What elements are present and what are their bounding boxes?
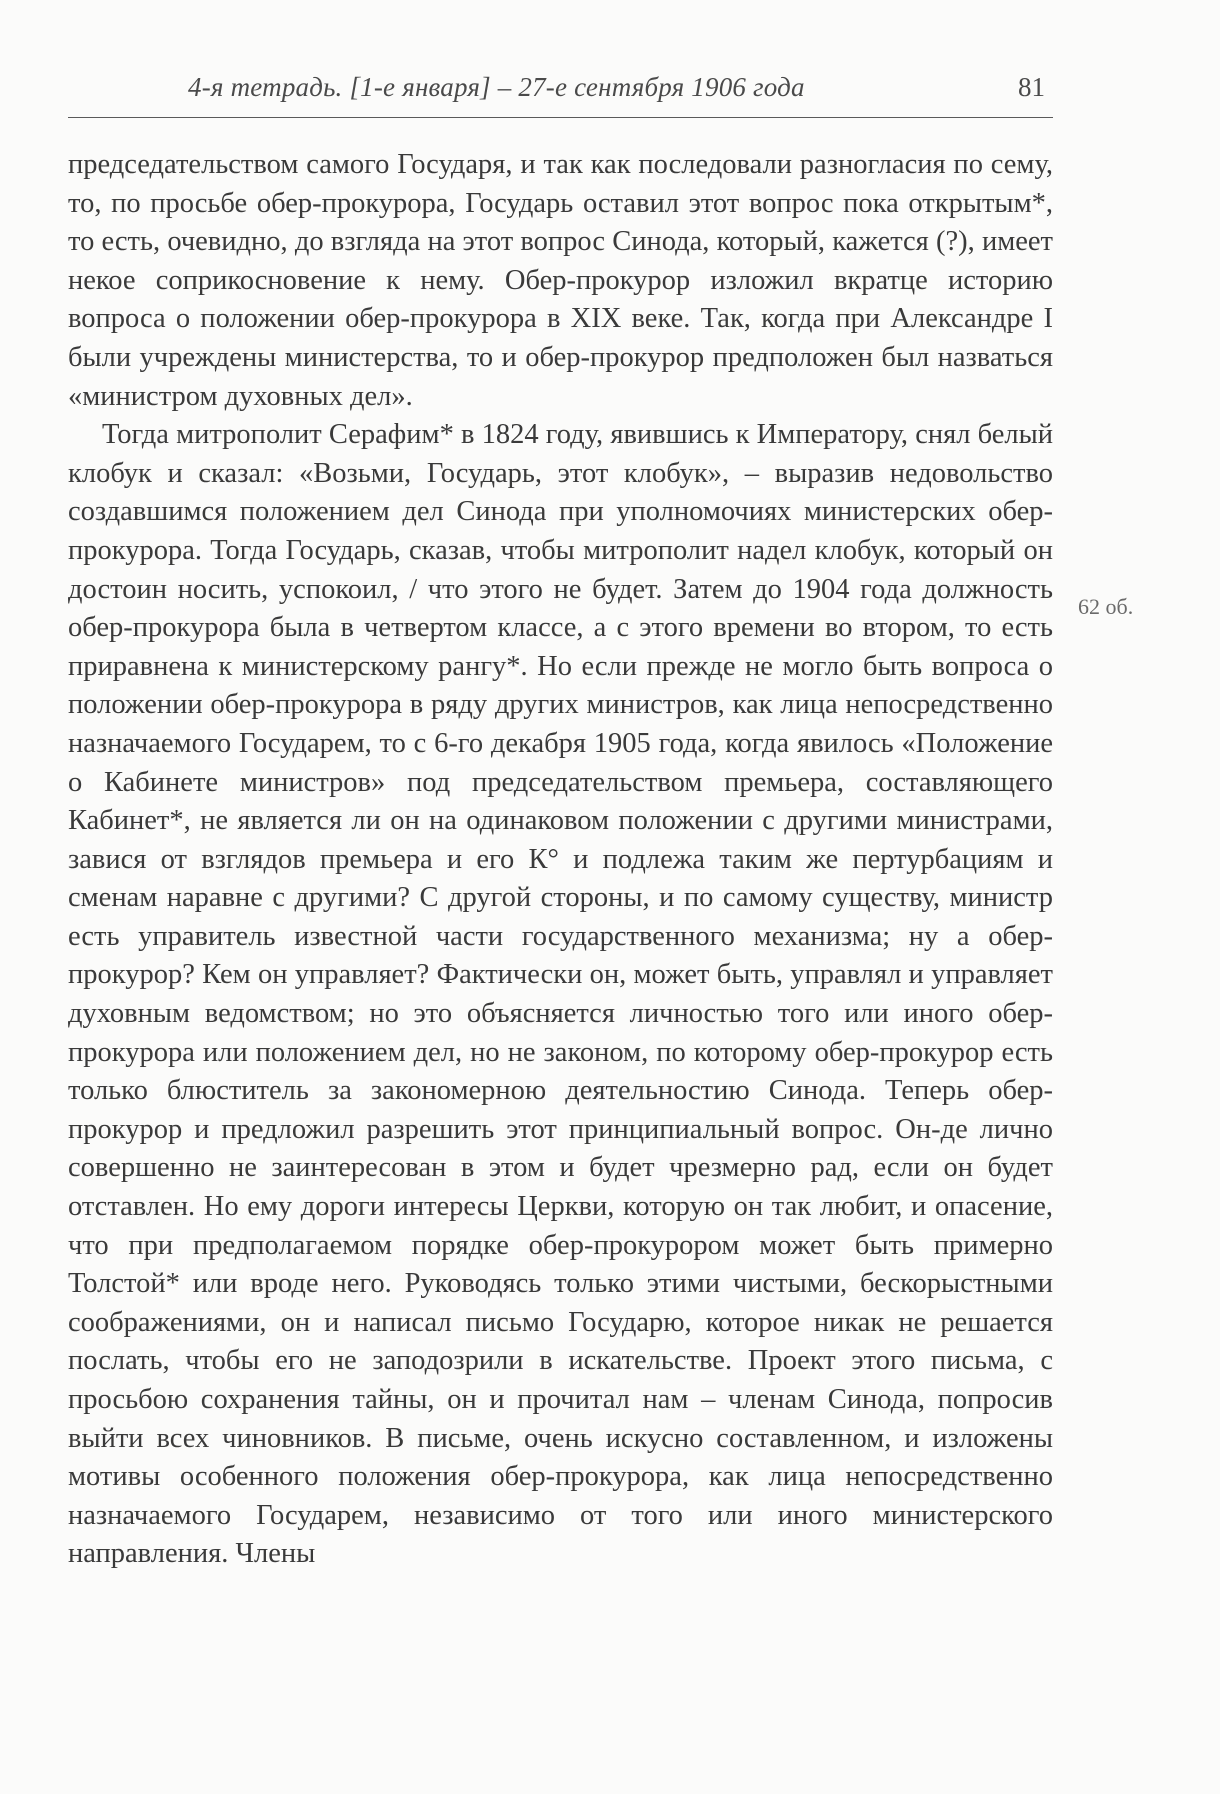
running-head xyxy=(68,72,1053,114)
paragraph-continuation: председательством самого Государя, и так как последовали разногласия по сему, то, по просьбе обер-прокурора, Государь оставил этот вопрос пока открытым*, то есть, очевидно, до взгляда на этот вопрос Синода, который, кажется (?), имеет некое соприкосновение к нему. Обер-прокурор изложил вкратце историю вопроса о положении обер-прокурора в XIX веке. Так, когда при Александре I были учреждены министерства, то и обер-прокурор предположен был назваться «министром духовных дел». xyxy=(68,149,1053,412)
running-title: 4-я тетрадь. [1-е января] – 27-е сентября 1906 года xyxy=(188,72,805,102)
page-number: 81 xyxy=(1018,72,1045,102)
paragraph-main: Тогда митрополит Серафим* в 1824 году, явившись к Императору, снял белый клобук и сказал: «Возьми, Государь, этот клобук», – выразив недовольство создавшимся положением дел Синода при уполномочиях министерских обер-прокурора. Тогда Государь, сказав, чтобы митрополит надел клобук, который он достоин носить, успокоил, / что этого не будет. Затем до 1904 года должность обер-прокурора была в четвертом классе, а с этого времени во втором, то есть приравнена к министерскому рангу*. Но если прежде не могло быть вопроса о положении обер-прокурора в ряду других министров, как лица непосредственно назначаемого Государем, то с 6-го декабря 1905 года, когда явилось «Положение о Кабинете министров» под председательством премьера, составляющего Кабинет*, не является ли он на одинаковом положении с другими министрами, завися от взглядов премьера и его К° и подлежа таким же пертурбациям и сменам наравне с другими? С другой стороны, и по самому существу, министр есть управитель известной части государственного механизма; ну а обер-прокурор? Кем он управляет? Фактически он, может быть, управлял и управляет духовным ведомством; но это объясняется личностью того или иного обер-прокурора или положением дел, но не законом, по которому обер-прокурор есть только блюститель за закономерною деятельностию Синода. Теперь обер-прокурор и предложил разрешить этот принципиальный вопрос. Он-де лично совершенно не заинтересован в этом и будет чрезмерно рад, если он будет отставлен. Но ему дороги интересы Церкви, которую он так любит, и опасение, что при предполагаемом порядке обер-прокурором может быть примерно Толстой* или вроде него. Руководясь только этими чистыми, бескорыстными соображениями, он и написал письмо Государю, которое никак не решается послать, чтобы его не заподозрили в искательстве. Проект этого письма, с просьбою сохранения тайны, он и прочитал нам – членам Синода, попросив выйти всех чиновников. В письме, очень искусно составленном, и изложены мотивы особенного положения обер-прокурора, как лица непосредственно назначаемого Государем, независимо от того или иного министерского направления. Члены xyxy=(68,419,1053,1570)
margin-folio-note: 62 об. xyxy=(1078,594,1134,619)
header-divider xyxy=(68,117,1053,118)
body-text xyxy=(68,146,1053,1574)
